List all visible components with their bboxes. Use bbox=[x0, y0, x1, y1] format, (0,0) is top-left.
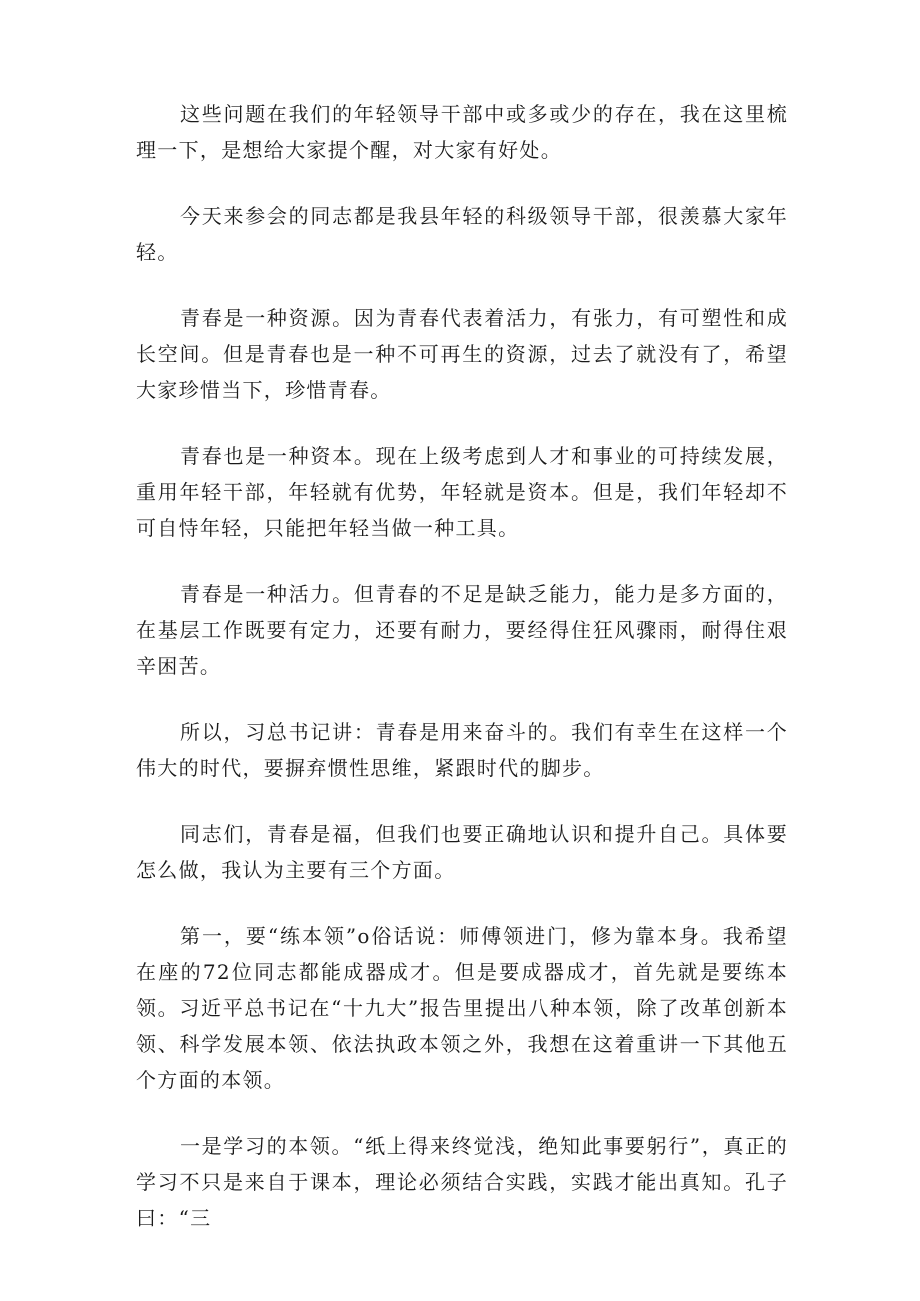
paragraph: 青春也是一种资本。现在上级考虑到人才和事业的可持续发展，重用年轻干部，年轻就有优势，年轻就是资本。但是，我们年轻却不可自恃年轻，只能把年轻当做一种工具。 bbox=[136, 444, 788, 540]
document-body bbox=[136, 96, 788, 1266]
paragraph: 第一，要“练本领”o俗话说：师傅领进门，修为靠本身。我希望在座的72位同志都能成器成才。但是要成器成才，首先就是要练本领。习近平总书记在“十九大”报告里提出八种本领，除了改革创新本领、科学发展本领、依法执政本领之外，我想在这着重讲一下其他五个方面的本领。 bbox=[136, 924, 788, 1092]
paragraph: 同志们，青春是福，但我们也要正确地认识和提升自己。具体要怎么做，我认为主要有三个方面。 bbox=[136, 822, 788, 882]
paragraph: 青春是一种活力。但青春的不足是缺乏能力，能力是多方面的，在基层工作既要有定力，还要有耐力，要经得住狂风骤雨，耐得住艰辛困苦。 bbox=[136, 582, 788, 678]
paragraph: 今天来参会的同志都是我县年轻的科级领导干部，很羡慕大家年轻。 bbox=[136, 204, 788, 264]
paragraph: 青春是一种资源。因为青春代表着活力，有张力，有可塑性和成长空间。但是青春也是一种不可再生的资源，过去了就没有了，希望大家珍惜当下，珍惜青春。 bbox=[136, 306, 788, 402]
paragraph: 这些问题在我们的年轻领导干部中或多或少的存在，我在这里梳理一下，是想给大家提个醒，对大家有好处。 bbox=[136, 102, 788, 162]
paragraph: 一是学习的本领。“纸上得来终觉浅，绝知此事要躬行”，真正的学习不只是来自于课本，理论必须结合实践，实践才能出真知。孔子曰：“三 bbox=[136, 1134, 788, 1230]
paragraph: 所以，习总书记讲：青春是用来奋斗的。我们有幸生在这样一个伟大的时代，要摒弃惯性思维，紧跟时代的脚步。 bbox=[136, 720, 788, 780]
